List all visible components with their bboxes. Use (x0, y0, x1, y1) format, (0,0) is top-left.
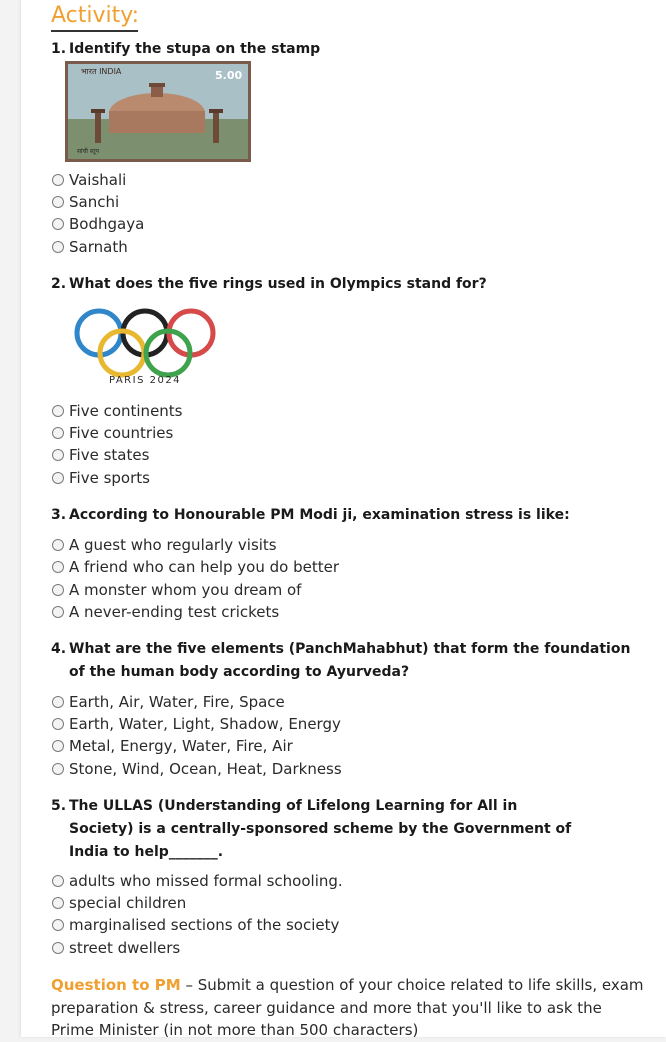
option-label: Five countries (69, 424, 174, 442)
radio-button[interactable] (52, 472, 64, 484)
question-text: The ULLAS (Understanding of Lifelong Learning for All in Society) is a centrally-sponsored scheme by the Government of India to help_______. (69, 798, 572, 860)
radio-button[interactable] (52, 539, 64, 551)
radio-button[interactable] (52, 919, 64, 931)
option-label: Five states (69, 446, 150, 464)
radio-button[interactable] (52, 875, 64, 887)
question-to-pm-paragraph (51, 974, 646, 1042)
radio-button[interactable] (52, 584, 64, 596)
question-to-pm-label: Question to PM (51, 976, 181, 994)
option-label: adults who missed formal schooling. (69, 872, 343, 890)
option-label: Five continents (69, 402, 183, 420)
option-label: Metal, Energy, Water, Fire, Air (69, 737, 293, 755)
question-text: What does the five rings used in Olympics stand for? (69, 276, 487, 292)
question-number: 1. (51, 41, 67, 57)
radio-button[interactable] (52, 427, 64, 439)
question-text: What are the five elements (PanchMahabhut) that form the foundation of the human body according to Ayurveda? (69, 641, 631, 680)
radio-button[interactable] (52, 241, 64, 253)
question-text: According to Honourable PM Modi ji, examination stress is like: (69, 507, 570, 523)
radio-button[interactable] (52, 606, 64, 618)
radio-button[interactable] (52, 561, 64, 573)
radio-button[interactable] (52, 696, 64, 708)
option-label: special children (69, 894, 187, 912)
option-label: Stone, Wind, Ocean, Heat, Darkness (69, 760, 342, 778)
stamp-caption-text: सांची स्तूप (77, 148, 100, 155)
option-label: street dwellers (69, 939, 181, 957)
radio-button[interactable] (52, 449, 64, 461)
radio-button[interactable] (52, 174, 64, 186)
radio-button[interactable] (52, 196, 64, 208)
option-label: Five sports (69, 469, 150, 487)
radio-button[interactable] (52, 718, 64, 730)
sanchi-stupa-stamp-image (65, 61, 251, 162)
question-number: 2. (51, 276, 67, 292)
option-label: A friend who can help you do better (69, 558, 339, 576)
option-label: Earth, Air, Water, Fire, Space (69, 693, 285, 711)
activity-panel (21, 0, 666, 1037)
option-label: A never-ending test crickets (69, 603, 280, 621)
option-label: Bodhgaya (69, 215, 145, 233)
radio-button[interactable] (52, 218, 64, 230)
heading-underline (51, 30, 138, 32)
olympic-rings-image (65, 303, 225, 387)
option-label: Earth, Water, Light, Shadow, Energy (69, 715, 341, 733)
olympics-caption-text: PARIS 2024 (108, 375, 182, 386)
activity-heading: Activity: (51, 3, 140, 28)
option-label: A monster whom you dream of (69, 581, 302, 599)
question-number: 3. (51, 507, 67, 523)
radio-button[interactable] (52, 740, 64, 752)
stamp-country-text: भारत INDIA (81, 67, 122, 76)
radio-button[interactable] (52, 405, 64, 417)
question-text: Identify the stupa on the stamp (69, 41, 321, 57)
question-to-pm-text: – Submit a question of your choice related to life skills, exam preparation & stress, career guidance and more that you'll like to ask the Prime Minister (in not more than 500 characters) (51, 976, 644, 1039)
stamp-value-text: 5.00 (215, 69, 243, 82)
radio-button[interactable] (52, 897, 64, 909)
question-number: 5. (51, 798, 67, 814)
option-label: Sanchi (69, 193, 120, 211)
radio-button[interactable] (52, 763, 64, 775)
option-label: A guest who regularly visits (69, 536, 277, 554)
option-label: Sarnath (69, 238, 128, 256)
question-number: 4. (51, 641, 67, 657)
option-label: Vaishali (69, 171, 127, 189)
option-label: marginalised sections of the society (69, 916, 340, 934)
radio-button[interactable] (52, 942, 64, 954)
